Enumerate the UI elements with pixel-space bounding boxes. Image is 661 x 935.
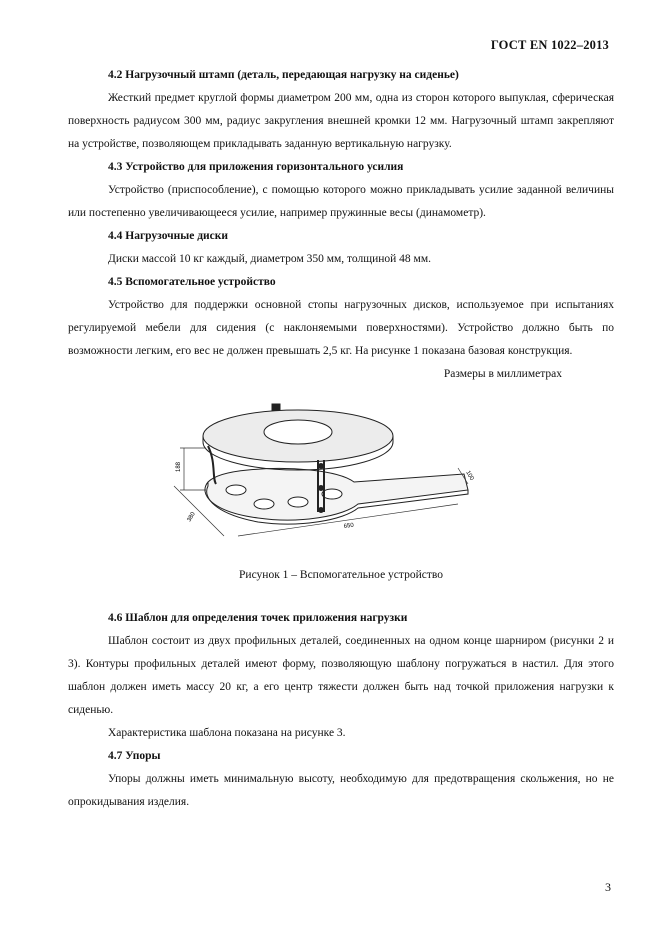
figure-1-caption: Рисунок 1 – Вспомогательное устройство [239,569,443,581]
section-4-5-heading: 4.5 Вспомогательное устройство [108,276,276,288]
top-knob [272,404,280,410]
section-4-5-text: Устройство для поддержки основной стопы нагрузочных дисков, используемое при испытаниях регулируемой мебели для сидения (с наклоняемыми поверхностями). Устройство должно быть по возможности легким, его вес не должен превышать 2,5 кг. На рисунке 1 показана базовая конструкция. [68,299,614,357]
upper-disk-hole [264,420,332,444]
section-4-4-heading: 4.4 Нагрузочные диски [108,230,229,242]
section-4-6-text-2: Характеристика шаблона показана на рисунке 3. [108,727,346,739]
pin-mid [319,486,324,491]
dimension-depth: 380 [186,511,197,523]
dimension-length: 650 [343,522,355,530]
section-4-7-text: Упоры должны иметь минимальную высоту, необходимую для предотвращения скольжения, но не опрокидывания изделия. [68,773,614,808]
hole-2 [254,499,274,509]
dimension-height: 188 [176,461,182,472]
section-4-6-heading: 4.6 Шаблон для определения точек приложения нагрузки [108,612,408,624]
hole-3 [288,497,308,507]
section-4-3-text: Устройство (приспособление), с помощью которого можно прикладывать усилие заданной величины или постепенно увеличивающееся усилие, например пружинные весы (динамометр). [68,184,614,219]
section-4-4-text: Диски массой 10 кг каждый, диаметром 350 мм, толщиной 48 мм. [108,253,431,265]
standard-header: ГОСТ EN 1022–2013 [490,38,609,52]
figure-1 [68,386,614,564]
page-number: 3 [605,880,611,894]
auxiliary-device-drawing [168,386,498,556]
figure-units-note: Размеры в миллиметрах [443,368,562,380]
section-4-2-text: Жесткий предмет круглой формы диаметром 200 мм, одна из сторон которого выпуклая, сферическая поверхность радиусом 300 мм, радиус закругления внешней кромки 12 мм. Нагрузочный штамп закрепляют на устройстве, позволяющем прикладывать заданную вертикальную нагрузку. [68,92,614,150]
section-4-7-heading: 4.7 Упоры [108,750,161,762]
section-4-3-heading: 4.3 Устройство для приложения горизонтального усилия [108,161,404,173]
dimension-width: 100 [464,470,475,482]
pin-bottom [319,508,324,513]
section-4-2-heading: 4.2 Нагрузочный штамп (деталь, передающая нагрузку на сиденье) [108,69,459,81]
hole-1 [226,485,246,495]
page-content [68,64,614,814]
pin-top [319,464,324,469]
section-4-6-text: Шаблон состоит из двух профильных деталей, соединенных на одном конце шарниром (рисунки 2 и 3). Контуры профильных деталей имеют форму, позволяющую шаблону погружаться в настил. Для этого шаблон должен иметь массу 20 кг, а его центр тяжести должен быть над точкой приложения нагрузки к сиденью. [68,635,614,716]
